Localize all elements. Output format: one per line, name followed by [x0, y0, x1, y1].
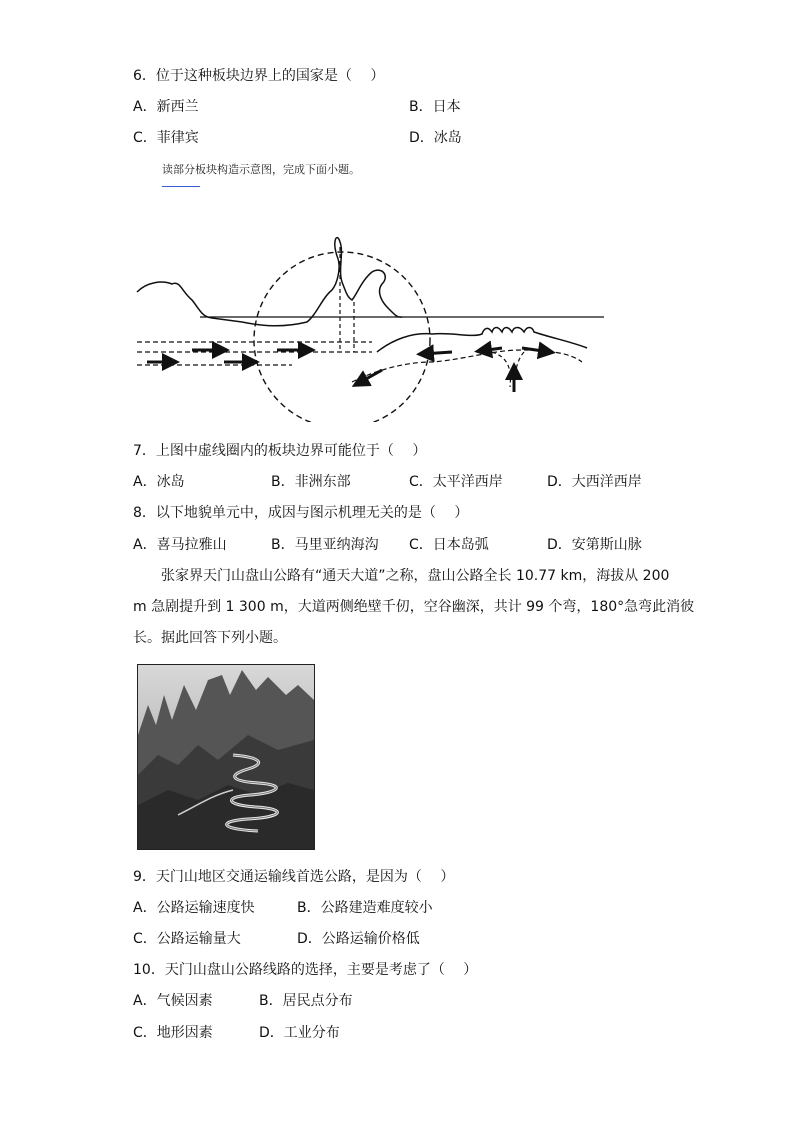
q6-option-a[interactable]: A．新西兰 [133, 99, 199, 115]
diagram-intro: 读部分板块构造示意图，完成下面小题。 [162, 163, 360, 176]
q6-option-c[interactable]: C．菲律宾 [133, 130, 199, 146]
q8-option-a[interactable]: A．喜马拉雅山 [133, 537, 227, 553]
q10-option-c[interactable]: C．地形因素 [133, 1025, 213, 1041]
q7-stem: 7．上图中虚线圈内的板块边界可能位于（ ） [133, 443, 427, 459]
q7-option-b[interactable]: B．非洲东部 [271, 474, 351, 490]
q9-option-b[interactable]: B．公路建造难度较小 [297, 900, 433, 916]
passage-line-2: m 急剧提升到 1 300 m，大道两侧绝壁千仞，空谷幽深，共计 99 个弯，180°急弯此消彼 [133, 599, 695, 615]
q9-option-d[interactable]: D．公路运输价格低 [297, 931, 420, 947]
q7-option-c[interactable]: C．太平洋西岸 [409, 474, 503, 490]
q9-option-a[interactable]: A．公路运输速度快 [133, 900, 255, 916]
q8-option-c[interactable]: C．日本岛弧 [409, 537, 489, 553]
q10-option-a[interactable]: A．气候因素 [133, 993, 213, 1009]
q9-option-c[interactable]: C．公路运输量大 [133, 931, 241, 947]
q6-stem: 6．位于这种板块边界上的国家是（ ） [133, 68, 385, 84]
q8-option-b[interactable]: B．马里亚纳海沟 [271, 537, 379, 553]
q10-stem: 10．天门山盘山公路线路的选择，主要是考虑了（ ） [133, 962, 478, 978]
q7-option-a[interactable]: A．冰岛 [133, 474, 185, 490]
plate-boundary-diagram [132, 222, 612, 422]
q10-option-d[interactable]: D．工业分布 [259, 1025, 340, 1041]
passage-line-1: 张家界天门山盘山公路有“通天大道”之称，盘山公路全长 10.77 km，海拔从 200 [161, 568, 670, 584]
intro-underline [162, 186, 200, 187]
q7-option-d[interactable]: D．大西洋西岸 [547, 474, 642, 490]
q9-stem: 9．天门山地区交通运输线首选公路，是因为（ ） [133, 869, 455, 885]
q8-stem: 8．以下地貌单元中，成因与图示机理无关的是（ ） [133, 505, 469, 521]
tianmen-mountain-road-photo [137, 664, 315, 850]
q6-option-b[interactable]: B．日本 [409, 99, 461, 115]
q10-option-b[interactable]: B．居民点分布 [259, 993, 353, 1009]
q6-option-d[interactable]: D．冰岛 [409, 130, 462, 146]
passage-line-3: 长。据此回答下列小题。 [133, 630, 287, 646]
q8-option-d[interactable]: D．安第斯山脉 [547, 537, 642, 553]
